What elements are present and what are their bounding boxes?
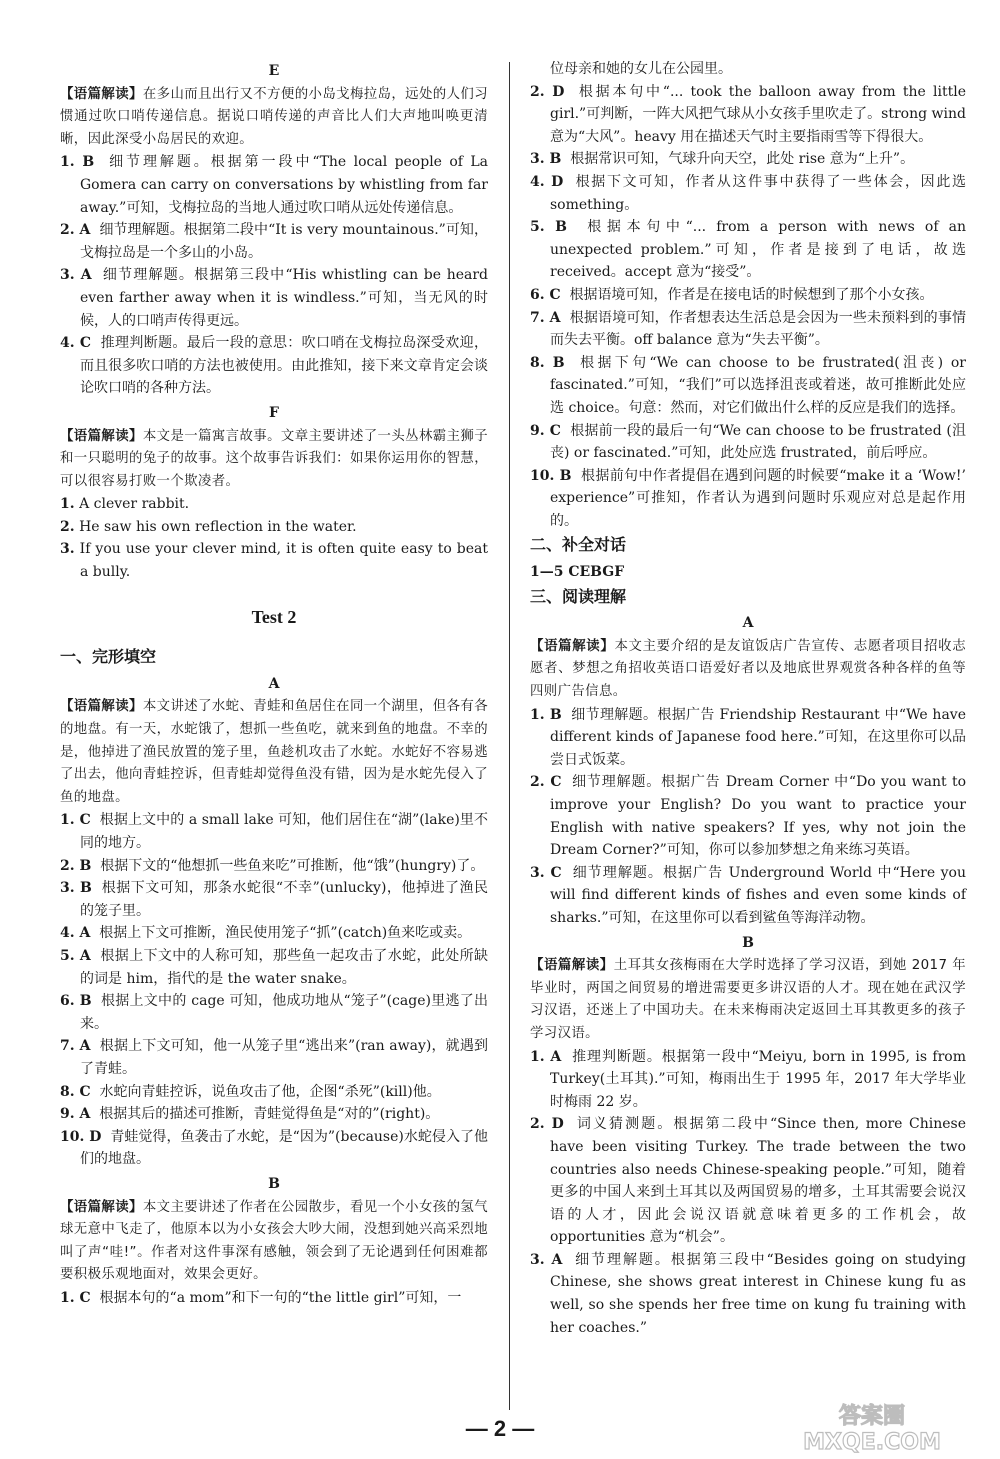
answer-number: 7. A xyxy=(530,309,561,326)
section-b-heading: B xyxy=(268,1175,280,1192)
test-title: Test 2 xyxy=(251,606,297,627)
answer-item xyxy=(60,516,488,539)
answer-number: 2. D xyxy=(530,1116,564,1133)
answer-text: 根据下文可知，那条水蛇很“不幸”(unlucky)，他掉进了渔民的笼子里。 xyxy=(80,880,488,919)
answer-item xyxy=(60,264,488,332)
reading-b-heading: B xyxy=(742,934,754,951)
answer-text: 根据上文中的 cage 可知，他成功地从“笼子”(cage)里逃了出来。 xyxy=(80,993,488,1032)
passage-intro-e xyxy=(60,84,488,152)
answer-text: 根据常识可知，气球升向天空，此处 rise 意为“上升”。 xyxy=(570,151,915,168)
answer-number: 3. C xyxy=(530,864,562,881)
answer-number: 4. C xyxy=(60,335,91,352)
answer-text: 根据其后的描述可推断，青蛙觉得鱼是“对的”(right)。 xyxy=(99,1106,440,1123)
section-heading-dialogue: 二、补全对话 xyxy=(530,535,627,555)
answer-number: 4. A xyxy=(60,925,91,942)
section-heading-cloze: 一、完形填空 xyxy=(60,647,157,667)
answer-item xyxy=(60,1287,488,1310)
answer-text: 根据前句中作者提倡在遇到问题的时候要“make it a ‘Wow!’ experience”可推知，作者认为遇到问题时乐观应对总是起作用的。 xyxy=(550,467,966,529)
answer-item xyxy=(60,538,488,583)
answer-list-b xyxy=(530,81,966,533)
page-number: — 2 — xyxy=(465,1416,535,1441)
passage-intro-reading-a xyxy=(530,636,966,704)
answer-number: 2. B xyxy=(60,857,92,874)
answer-text: If you use your clever mind, it is often quite easy to beat a bully. xyxy=(79,541,488,581)
answer-text: 根据语境可知，作者想表达生活总是会因为一些未预料到的事情而失去平衡。off balance 意为“失去平衡”。 xyxy=(550,309,966,349)
answer-text: 细节理解题。根据第三段中“Besides going on studying Chinese, she shows great interest in Chinese kung fu as well, so she spends her free time on kung fu training with her coaches.” xyxy=(550,1251,967,1336)
answer-number: 3. B xyxy=(60,880,92,897)
answer-item xyxy=(60,809,488,854)
answer-text: 根据本句中“... took the balloon away from the little girl.”可判断，一阵大风把气球从小女孩手里吹走了。strong wind意为“大风”。heavy 用在描述天气时主要指雨雪等下得很大。 xyxy=(550,83,966,145)
answer-text: 根据语境可知，作者是在接电话的时候想到了那个小女孩。 xyxy=(569,286,934,303)
answer-number: 8. C xyxy=(60,1083,91,1100)
answer-item xyxy=(530,465,966,533)
answer-number: 4. D xyxy=(530,173,564,190)
answer-item xyxy=(60,990,488,1035)
answer-text: 水蛇向青蛙控诉，说鱼攻击了他，企图“杀死”(kill)他。 xyxy=(99,1083,441,1100)
answer-number: 3. A xyxy=(60,267,92,284)
answer-number: 1. B xyxy=(530,706,562,723)
passage-intro-reading-b xyxy=(530,955,966,1045)
answer-text: 推理判断题。最后一段的意思：吹口哨在戈梅拉岛深受欢迎，而且很多吹口哨的方法也被使用。由此推知，接下来文章肯定会谈论吹口哨的各种方法。 xyxy=(80,335,488,397)
intro-text: 本文主要介绍的是友谊饭店广告宣传、志愿者项目招收志愿者、梦想之角招收英语口语爱好者以及地底世界观赏各种各样的鱼等四则广告信息。 xyxy=(530,638,967,700)
intro-text: 在多山而且出行又不方便的小岛戈梅拉岛，远处的人们习惯通过吹口哨传递信息。据说口哨传递的声音比人们大声地叫唤更清晰，因此深受小岛居民的欢迎。 xyxy=(60,86,488,147)
answer-number: 5. B xyxy=(530,219,567,236)
answer-text: 青蛙觉得，鱼袭击了水蛇，是“因为”(because)水蛇侵入了他们的地盘。 xyxy=(80,1128,488,1168)
answer-item xyxy=(530,284,966,307)
intro-label: 【语篇解读】 xyxy=(60,428,143,444)
answer-text: He saw his own reflection in the water. xyxy=(79,518,357,535)
answer-item xyxy=(530,148,966,171)
answer-number: 1. B xyxy=(60,154,95,171)
section-f-heading: F xyxy=(269,404,279,421)
intro-label: 【语篇解读】 xyxy=(60,86,143,102)
answer-list-a xyxy=(60,809,488,1171)
answer-number: 3. xyxy=(60,541,75,558)
section-heading-reading: 三、阅读理解 xyxy=(530,586,627,606)
intro-label: 【语篇解读】 xyxy=(530,638,615,654)
answer-item xyxy=(60,1035,488,1080)
answer-number: 3. B xyxy=(530,151,562,168)
answer-item xyxy=(60,945,488,990)
answer-item xyxy=(60,332,488,400)
answer-number: 9. A xyxy=(60,1106,91,1123)
answer-text: 根据本句的“a mom”和下一句的“the little girl”可知，一 xyxy=(99,1289,462,1306)
answer-item xyxy=(530,704,966,772)
answer-number: 2. A xyxy=(60,222,91,239)
watermark-text-cn: 答案圈 xyxy=(838,1404,906,1429)
answer-text: 推理判断题。根据第一段中“Meiyu, born in 1995, is from Turkey(土耳其).”可知，梅雨出生于 1995 年，2017 年大学毕业时梅雨 22 岁。 xyxy=(550,1048,967,1110)
answer-item xyxy=(60,1103,488,1126)
passage-intro-b xyxy=(60,1197,488,1287)
section-e-heading: E xyxy=(268,63,280,79)
dialogue-answers: 1—5 CEBGF xyxy=(530,564,625,581)
answer-text: 根据下句“We can choose to be frustrated(沮丧) or fascinated.”可知，“我们”可以选择沮丧或着迷，故可推断此处应选 choice。句意：然而，对它们做出什么样的反应是我们的选择。 xyxy=(550,354,966,416)
answer-number: 10. D xyxy=(60,1128,102,1145)
answer-item xyxy=(60,922,488,945)
answer-item xyxy=(530,216,966,284)
answer-item xyxy=(60,877,488,922)
intro-text: 本文是一篇寓言故事。文章主要讲述了一头丛林霸主狮子和一只聪明的兔子的故事。这个故事告诉我们：如果你运用你的智慧，可以很容易打败一个欺凌者。 xyxy=(60,428,488,489)
answer-number: 9. C xyxy=(530,422,561,439)
answer-number: 6. B xyxy=(60,993,92,1010)
answer-text: 细节理解题。根据广告 Dream Corner 中“Do you want to improve your English? Do you want to practice your English with native speakers? If yes, why not join the Dream Corner?”可知，你可以参加梦想之角来练习英语。 xyxy=(550,774,966,859)
answer-list-e xyxy=(60,151,488,400)
answer-item xyxy=(530,81,966,149)
answer-list-reading-a xyxy=(530,704,966,930)
answer-number: 2. D xyxy=(530,83,565,100)
answer-item xyxy=(530,420,966,465)
answer-text: 根据上文中的 a small lake 可知，他们居住在“湖”(lake)里不同的地方。 xyxy=(80,812,488,851)
answer-number: 10. B xyxy=(530,467,572,484)
watermark-logo xyxy=(772,1399,972,1453)
answer-text: 细节理解题。根据第一段中“The local people of La Gomera can carry on conversations by whistling from far away.”可知，戈梅拉岛的当地人通过吹口哨从远处传递信息。 xyxy=(80,154,489,216)
answer-item xyxy=(530,307,966,352)
answer-list-f xyxy=(60,493,488,583)
answer-number: 7. A xyxy=(60,1038,91,1055)
left-column xyxy=(60,58,488,1309)
answer-number: 1. C xyxy=(60,812,91,829)
answer-item xyxy=(530,1249,966,1339)
watermark-text-url: MXQE.COM xyxy=(803,1430,941,1453)
intro-label: 【语篇解读】 xyxy=(60,699,143,715)
answer-text: 细节理解题。根据第三段中“His whistling can be heard even farther away when it is windless.”可知，当无风的时候，人的口哨声传得更远。 xyxy=(80,267,488,329)
intro-label: 【语篇解读】 xyxy=(60,1199,143,1215)
answer-text: 细节理解题。根据第二段中“It is very mountainous.”可知，戈梅拉岛是一个多山的小岛。 xyxy=(80,222,488,261)
answer-text: 细节理解题。根据广告 Underground World 中“Here you will find different kinds of fishes and even some kinds of sharks.”可知，在这里你可以看到鲨鱼等海洋动物。 xyxy=(550,864,966,926)
reading-a-heading: A xyxy=(742,615,754,632)
answer-text: A clever rabbit. xyxy=(79,496,190,513)
answer-continuation: 位母亲和她的女儿在公园里。 xyxy=(550,61,732,77)
intro-text: 本文讲述了水蛇、青蛙和鱼居住在同一个湖里，但各有各的地盘。有一天，水蛇饿了，想抓一些鱼吃，就来到鱼的地盘。不幸的是，他掉进了渔民放置的笼子里，鱼趁机攻击了水蛇。水蛇好不容易逃了出去，他向青蛙控诉，但青蛙却觉得鱼没有错，因为是水蛇先侵入了鱼的地盘。 xyxy=(60,699,488,805)
answer-item xyxy=(60,219,488,264)
answer-number: 5. A xyxy=(60,947,91,964)
passage-intro-a xyxy=(60,696,488,809)
column-divider xyxy=(509,62,510,1410)
answer-text: 根据本句中“... from a person with news of an unexpected problem.”可知，作者是接到了电话，故选 received。accept 意为“接受”。 xyxy=(550,219,966,281)
answer-text: 词义猜测题。根据第二段中“Since then, more Chinese have been visiting Turkey. The trade between the two countries also needs Chinese-speaking people.”可知，随着更多的中国人来到土耳其以及两国贸易的增多，土耳其需要会说汉语的人才，因此会说汉语就意味着更多的工作机会，故 opportunities 意为“机会”。 xyxy=(550,1116,966,1246)
intro-text: 本文主要讲述了作者在公园散步，看见一个小女孩的氢气球无意中飞走了，他原本以为小女孩会大吵大闹，没想到她兴高采烈地叫了声“哇!”。作者对这件事深有感触，领会到了无论遇到任何困难都要积极乐观地面对，效果会更好。 xyxy=(60,1199,488,1283)
answer-item xyxy=(60,151,488,219)
answer-text: 根据上下文可推断，渔民使用笼子“抓”(catch)鱼来吃或卖。 xyxy=(99,925,472,942)
section-a-heading: A xyxy=(268,675,280,692)
answer-number: 6. C xyxy=(530,286,561,303)
answer-item xyxy=(530,352,966,420)
answer-list-reading-b xyxy=(530,1046,966,1340)
answer-number: 8. B xyxy=(530,354,565,371)
answer-text: 根据下文可知，作者从这件事中获得了一些体会，因此选 something。 xyxy=(550,173,967,213)
answer-number: 2. xyxy=(60,518,75,535)
answer-text: 根据上下文可知，他一从笼子里“逃出来”(ran away)，就遇到了青蛙。 xyxy=(80,1038,488,1077)
answer-number: 1. A xyxy=(530,1048,562,1065)
answer-text: 细节理解题。根据广告 Friendship Restaurant 中“We have different kinds of Japanese food here.”可知，在这里你可以品尝日式饭菜。 xyxy=(550,706,966,768)
answer-item xyxy=(530,1046,966,1114)
answer-item xyxy=(530,171,966,216)
answer-text: 根据下文的“他想抓一些鱼来吃”可推断，他“饿”(hungry)了。 xyxy=(100,857,485,874)
answer-item xyxy=(60,1126,488,1171)
right-column xyxy=(530,58,966,1339)
answer-number: 3. A xyxy=(530,1251,563,1268)
passage-intro-f xyxy=(60,426,488,494)
answer-item xyxy=(60,1081,488,1104)
intro-label: 【语篇解读】 xyxy=(530,958,614,974)
answer-number: 1. xyxy=(60,496,75,513)
answer-item xyxy=(530,771,966,861)
answer-number: 1. C xyxy=(60,1289,91,1306)
intro-text: 土耳其女孩梅雨在大学时选择了学习汉语，到她 2017 年毕业时，两国之间贸易的增进需要更多讲汉语的人才。现在她在武汉学习汉语，还迷上了中国功夫。在未来梅雨决定返回土耳其教更多的孩子学习汉语。 xyxy=(530,958,966,1041)
answer-item xyxy=(530,862,966,930)
answer-item xyxy=(60,493,488,516)
answer-text: 根据前一段的最后一句“We can choose to be frustrated (沮丧) or fascinated.”可知，此处应选 frustrated，前后呼应。 xyxy=(550,422,966,462)
answer-number: 2. C xyxy=(530,774,562,791)
answer-text: 根据上下文中的人称可知，那些鱼一起攻击了水蛇，此处所缺的词是 him，指代的是 the water snake。 xyxy=(80,947,489,987)
answer-item xyxy=(530,1113,966,1249)
answer-item xyxy=(60,855,488,878)
